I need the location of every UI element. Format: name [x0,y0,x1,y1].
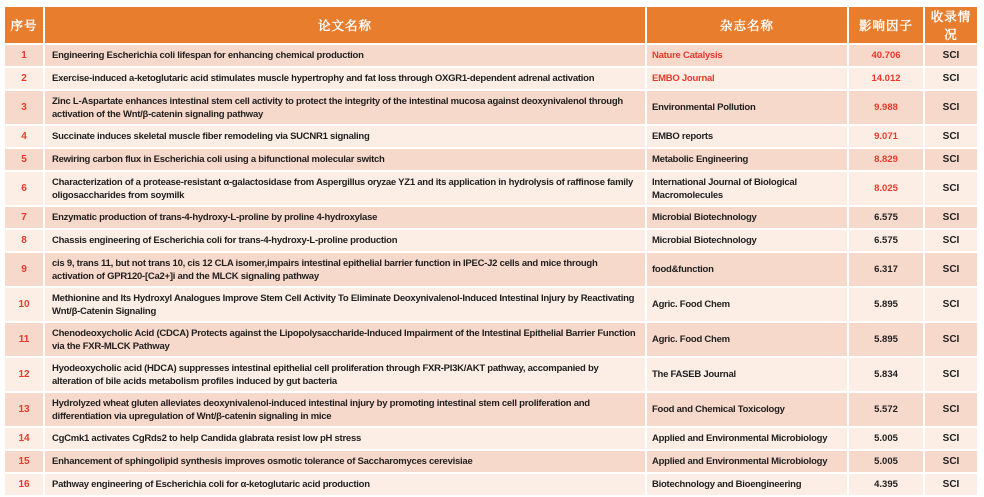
impact-factor: 40.706 [849,45,923,66]
impact-factor: 6.575 [849,230,923,251]
journal-name: Environmental Pollution [647,91,847,124]
row-number: 2 [5,68,43,89]
journal-name: Applied and Environmental Microbiology [647,451,847,472]
journal-name: EMBO reports [647,126,847,147]
impact-factor: 6.575 [849,207,923,228]
paper-title: Characterization of a protease-resistant α-galactosidase from Aspergillus oryzae YZ1 and its application in hydrolysis of raffinose family oligosaccharides from soymilk [45,172,645,205]
journal-name: Food and Chemical Toxicology [647,393,847,426]
table-row [5,323,977,356]
table-row [5,230,977,251]
indexed-status: SCI [925,68,977,89]
journal-name: EMBO Journal [647,68,847,89]
impact-factor: 9.988 [849,91,923,124]
journal-name: food&function [647,253,847,286]
impact-factor: 5.895 [849,288,923,321]
table-row [5,149,977,170]
row-number: 6 [5,172,43,205]
impact-factor: 5.005 [849,428,923,449]
indexed-status: SCI [925,126,977,147]
table-row [5,172,977,205]
journal-name: Biotechnology and Bioengineering [647,474,847,495]
table-row [5,428,977,449]
paper-title: Exercise-induced a-ketoglutaric acid stimulates muscle hypertrophy and fat loss through OXGR1-dependent adrenal activation [45,68,645,89]
indexed-status: SCI [925,428,977,449]
row-number: 16 [5,474,43,495]
impact-factor: 9.071 [849,126,923,147]
indexed-status: SCI [925,451,977,472]
indexed-status: SCI [925,358,977,391]
paper-title: Chassis engineering of Escherichia coli for trans-4-hydroxy-L-proline production [45,230,645,251]
paper-title: Rewiring carbon flux in Escherichia coli using a bifunctional molecular switch [45,149,645,170]
row-number: 14 [5,428,43,449]
journal-name: Nature Catalysis [647,45,847,66]
row-number: 5 [5,149,43,170]
impact-factor: 5.005 [849,451,923,472]
paper-title: Succinate induces skeletal muscle fiber remodeling via SUCNR1 signaling [45,126,645,147]
column-header-journal: 杂志名称 [647,7,847,43]
indexed-status: SCI [925,253,977,286]
paper-title: cis 9, trans 11, but not trans 10, cis 12 CLA isomer,impairs intestinal epithelial barrier function in IPEC-J2 cells and mice through activation of GPR120-[Ca2+]i and the MLCK signaling pathway [45,253,645,286]
table-row [5,451,977,472]
paper-title: Hydrolyzed wheat gluten alleviates deoxynivalenol-induced intestinal injury by promoting intestinal stem cell proliferation and differentiation via upregulation of Wnt/β-catenin signaling in mice [45,393,645,426]
impact-factor: 14.012 [849,68,923,89]
table-row [5,68,977,89]
paper-title: Pathway engineering of Escherichia coli for α-ketoglutaric acid production [45,474,645,495]
indexed-status: SCI [925,172,977,205]
impact-factor: 5.895 [849,323,923,356]
row-number: 4 [5,126,43,147]
row-number: 8 [5,230,43,251]
table-row [5,474,977,495]
indexed-status: SCI [925,474,977,495]
impact-factor: 4.395 [849,474,923,495]
paper-title: Engineering Escherichia coli lifespan for enhancing chemical production [45,45,645,66]
header-row [5,7,977,43]
row-number: 9 [5,253,43,286]
paper-title: Chenodeoxycholic Acid (CDCA) Protects against the Lipopolysaccharide-Induced Impairment of the Intestinal Epithelial Barrier Function via the FXR-MLCK Pathway [45,323,645,356]
paper-title: Enhancement of sphingolipid synthesis improves osmotic tolerance of Saccharomyces cerevisiae [45,451,645,472]
table-row [5,358,977,391]
indexed-status: SCI [925,230,977,251]
publication-table [3,5,979,497]
row-number: 3 [5,91,43,124]
indexed-status: SCI [925,91,977,124]
column-header-num: 序号 [5,7,43,43]
table-row [5,91,977,124]
column-header-impact: 影响因子 [849,7,923,43]
row-number: 7 [5,207,43,228]
table-row [5,393,977,426]
indexed-status: SCI [925,288,977,321]
row-number: 12 [5,358,43,391]
row-number: 10 [5,288,43,321]
indexed-status: SCI [925,149,977,170]
indexed-status: SCI [925,45,977,66]
row-number: 1 [5,45,43,66]
column-header-title: 论文名称 [45,7,645,43]
indexed-status: SCI [925,323,977,356]
row-number: 13 [5,393,43,426]
table-row [5,253,977,286]
journal-name: Metabolic Engineering [647,149,847,170]
impact-factor: 6.317 [849,253,923,286]
impact-factor: 8.829 [849,149,923,170]
table-row [5,126,977,147]
journal-name: Applied and Environmental Microbiology [647,428,847,449]
paper-title: Enzymatic production of trans-4-hydroxy-L-proline by proline 4-hydroxylase [45,207,645,228]
impact-factor: 5.572 [849,393,923,426]
row-number: 15 [5,451,43,472]
table-row [5,288,977,321]
journal-name: Microbial Biotechnology [647,230,847,251]
indexed-status: SCI [925,393,977,426]
impact-factor: 8.025 [849,172,923,205]
journal-name: International Journal of Biological Macromolecules [647,172,847,205]
journal-name: Agric. Food Chem [647,288,847,321]
journal-name: Agric. Food Chem [647,323,847,356]
impact-factor: 5.834 [849,358,923,391]
paper-title: CgCmk1 activates CgRds2 to help Candida glabrata resist low pH stress [45,428,645,449]
paper-title: Zinc L-Aspartate enhances intestinal stem cell activity to protect the integrity of the intestinal mucosa against deoxynivalenol through activation of the Wnt/β-catenin signaling pathway [45,91,645,124]
journal-name: Microbial Biotechnology [647,207,847,228]
paper-title: Methionine and Its Hydroxyl Analogues Improve Stem Cell Activity To Eliminate Deoxynivalenol-Induced Intestinal Injury by Reactivating Wnt/β-Catenin Signaling [45,288,645,321]
table-row [5,45,977,66]
column-header-indexed: 收录情况 [925,7,977,43]
paper-title: Hyodeoxycholic acid (HDCA) suppresses intestinal epithelial cell proliferation through FXR-PI3K/AKT pathway, accompanied by alteration of bile acids metabolism profiles induced by gut bacteria [45,358,645,391]
indexed-status: SCI [925,207,977,228]
table-row [5,207,977,228]
journal-name: The FASEB Journal [647,358,847,391]
row-number: 11 [5,323,43,356]
